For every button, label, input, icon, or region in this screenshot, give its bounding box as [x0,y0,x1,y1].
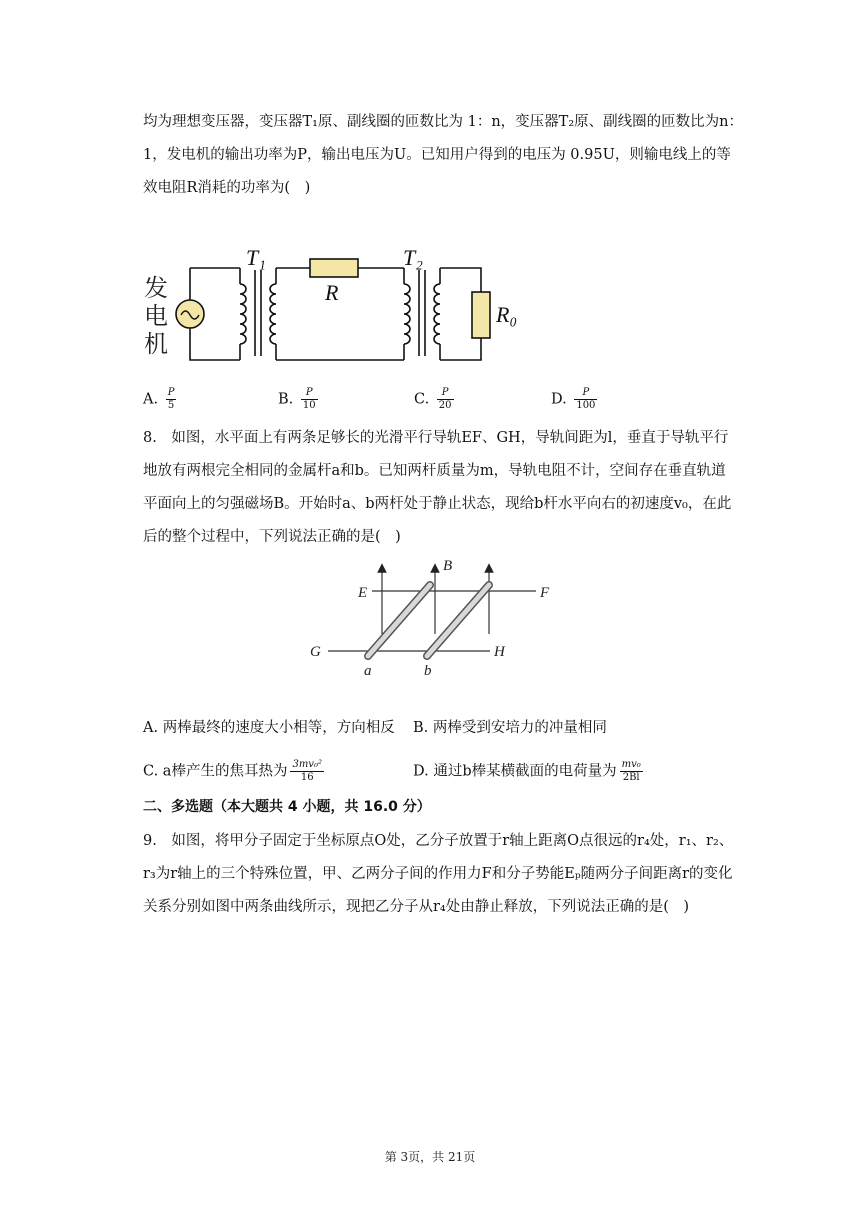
q8-option-c[interactable]: C. a棒产生的焦耳热为 $\frac{\text{3mv₀²}}{16}$ [143,759,322,783]
q9-line-2: r₃为r轴上的三个特殊位置，甲、乙两分子间的作用力F和分子势能Eₚ随两分子间距离r的变化 [143,866,733,882]
q8-option-a[interactable]: A. 两棒最终的速度大小相等，方向相反 [143,720,395,736]
q7-option-d[interactable]: D. $\frac{P}{100}$ [551,387,596,411]
generator-label-3: 机 [144,332,168,358]
q8-line-3: 平面向上的匀强磁场B。开始时a、b两杆处于静止状态，现给b杆水平向右的初速度v₀，在此 [143,496,732,512]
t2-label: T₂ [403,248,423,270]
rails-diagram [300,552,570,682]
resistor-r0 [472,292,490,338]
label-b-field: B [443,558,453,574]
q8-option-d[interactable]: D. 通过b棒某横截面的电荷量为 $\frac{\text{mv₀}}{2Bl}$ [413,759,641,783]
r0-label: R₀ [496,302,518,327]
label-a: a [364,663,372,679]
transformer-circuit-diagram [140,248,540,368]
q7-option-c[interactable]: C. $\frac{P}{20}$ [414,387,452,411]
q9-line-1: 9. 如图，将甲分子固定于坐标原点O处，乙分子放置于r轴上距离O点很远的r₄处，r₁、r₂、 [143,833,734,849]
label-e: E [358,585,368,601]
q8-line-1: 8. 如图，水平面上有两条足够长的光滑平行导轨EF、GH，导轨间距为l，垂直于导轨平行 [143,430,729,446]
resistor-r [310,259,358,277]
generator-label-2: 电 [144,304,168,330]
q7-option-a[interactable]: A. $\frac{P}{5}$ [143,387,175,411]
r-label: R [325,280,339,305]
page-footer: 第 3页，共 21页 [384,1150,476,1164]
label-f: F [540,585,550,601]
section-heading-multiple-choice: 二、多选题（本大题共 4 小题，共 16.0 分） [143,799,431,815]
q7-option-b[interactable]: B. $\frac{P}{10}$ [278,387,316,411]
label-g: G [310,644,321,660]
q7-line-2: 1，发电机的输出功率为P，输出电压为U。已知用户得到的电压为 0.95U，则输电线上的等 [143,147,731,163]
q8-option-b[interactable]: B. 两棒受到安培力的冲量相同 [413,720,607,736]
label-b-rod: b [424,663,432,679]
t1-label: T₁ [246,248,266,270]
q8-line-4: 后的整个过程中，下列说法正确的是( ) [143,529,401,545]
label-h: H [494,644,505,660]
q7-line-1: 均为理想变压器，变压器T₁原、副线圈的匝数比为 1：n，变压器T₂原、副线圈的匝数比为n： [143,114,743,130]
q9-line-3: 关系分别如图中两条曲线所示，现把乙分子从r₄处由静止释放，下列说法正确的是( ) [143,899,690,915]
q7-line-3: 效电阻R消耗的功率为( ) [143,180,311,196]
generator-label-1: 发 [144,276,168,302]
q8-line-2: 地放有两根完全相同的金属杆a和b。已知两杆质量为m，导轨电阻不计，空间存在垂直轨道 [143,463,726,479]
